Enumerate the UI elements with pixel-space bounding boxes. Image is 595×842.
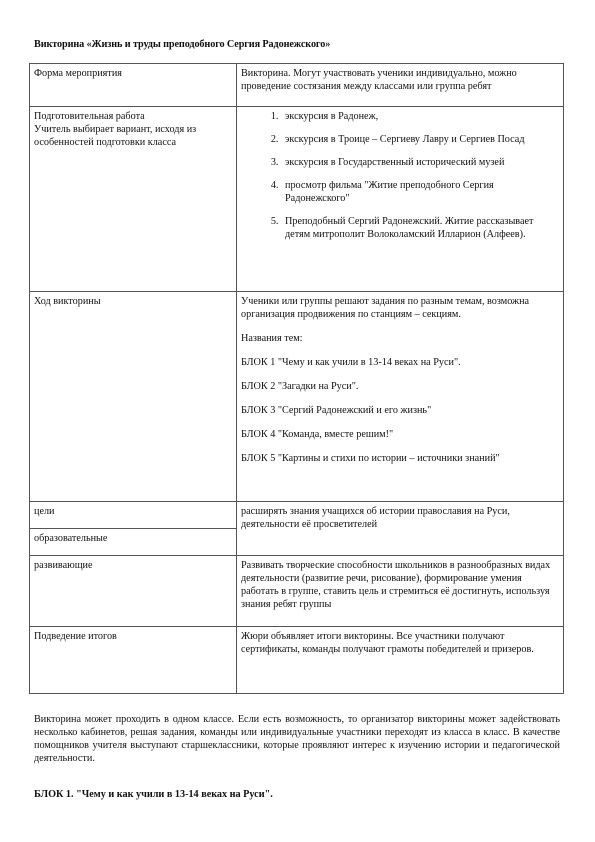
summary-value: Жюри объявляет итоги викторины. Все участники получают сертификаты, команды получают грамоты победителей и призеров. xyxy=(237,627,564,694)
list-item: 4. просмотр фильма "Житие преподобного Сергия Радонежского" xyxy=(281,179,559,205)
event-table xyxy=(29,63,564,694)
list-item: 2. экскурсия в Троице – Сергиеву Лавру и Сергиев Посад xyxy=(281,133,559,146)
educational-goals-value: расширять знания учащихся об истории православия на Руси, деятельности её просветителей xyxy=(237,502,564,556)
developmental-label: развивающие xyxy=(30,556,237,627)
goals-label: цели xyxy=(30,502,237,529)
topics-heading: Названия тем: xyxy=(241,333,303,344)
quiz-label: Ход викторины xyxy=(30,292,237,502)
topic-block: БЛОК 4 "Команда, вместе решим!" xyxy=(241,429,394,440)
description-paragraph: Викторина может проходить в одном классе. Если есть возможность, то организатор викторины может задействовать несколько кабинетов, решая задания, команды или индивидуальные участники переходят из класса в класс. В качестве помощников учителя выступают старшеклассники, которые проявляют интерес к изучению истории и педагогической деятельности. xyxy=(34,714,560,764)
prep-label: Подготовительная работа xyxy=(34,111,145,122)
document-title: Викторина «Жизнь и труды преподобного Сергия Радонежского» xyxy=(34,39,331,50)
table-row-goals xyxy=(30,502,564,529)
quiz-content-cell xyxy=(237,292,564,502)
topic-block: БЛОК 3 "Сергий Радонежский и его жизнь" xyxy=(241,405,432,416)
topic-block: БЛОК 5 "Картины и стихи по истории – источники знаний" xyxy=(241,453,500,464)
form-value: Викторина. Могут участвовать ученики индивидуально, можно проведение состязания между классами или группа ребят xyxy=(237,64,564,107)
educational-label: образовательные xyxy=(30,529,237,556)
prep-list-cell xyxy=(237,107,564,292)
form-label: Форма мероприятия xyxy=(30,64,237,107)
list-item: 5. Преподобный Сергий Радонежский. Житие рассказывает детям митрополит Волоколамский Илларион (Алфеев). xyxy=(281,215,559,241)
quiz-intro: Ученики или группы решают задания по разным темам, возможна организация продвижения по станциям – секциям. xyxy=(241,296,530,320)
prep-label-cell xyxy=(30,107,237,292)
prep-note: Учитель выбирает вариант, исходя из особенностей подготовки класса xyxy=(34,124,197,148)
block1-heading: БЛОК 1. "Чему и как учили в 13-14 веках на Руси". xyxy=(34,789,273,800)
table-row-preparation xyxy=(30,107,564,292)
table-row-developmental xyxy=(30,556,564,627)
table-row-form xyxy=(30,64,564,107)
topic-block: БЛОК 1 "Чему и как учили в 13-14 веках на Руси". xyxy=(241,357,461,368)
table-row-summary xyxy=(30,627,564,694)
table-row-quiz-flow xyxy=(30,292,564,502)
list-item: 1. экскурсия в Радонеж, xyxy=(281,110,559,123)
list-item: 3. экскурсия в Государственный исторический музей xyxy=(281,156,559,169)
summary-label: Подведение итогов xyxy=(30,627,237,694)
excursion-list xyxy=(241,110,559,241)
developmental-value: Развивать творческие способности школьников в разнообразных видах деятельности (развитие речи, рисование), формирование умения работать в группе, ставить цель и стремиться её достигнуть, используя знания ребят группы xyxy=(237,556,564,627)
topic-block: БЛОК 2 "Загадки на Руси". xyxy=(241,381,359,392)
